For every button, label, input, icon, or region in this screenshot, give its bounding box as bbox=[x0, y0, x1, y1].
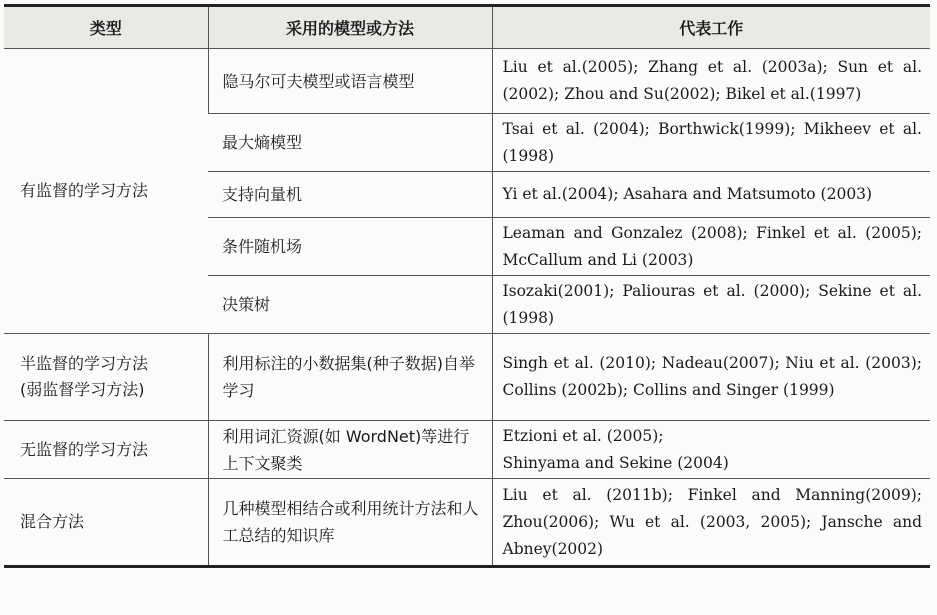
works-cell: Leaman and Gonzalez (2008); Finkel et al. (2005); McCallum and Li (2003) bbox=[492, 218, 930, 276]
method-cell: 最大熵模型 bbox=[208, 114, 492, 172]
category-supervised: 有监督的学习方法 bbox=[4, 49, 208, 334]
works-line1: Etzioni et al. (2005); bbox=[502, 426, 664, 445]
works-cell: Singh et al. (2010); Nadeau(2007); Niu et al. (2003); Collins (2002b); Collins and Singer (1999) bbox=[492, 334, 930, 421]
works-cell: Liu et al. (2011b); Finkel and Manning(2009); Zhou(2006); Wu et al. (2003, 2005); Jansche and Abney(2002) bbox=[492, 479, 930, 566]
method-cell: 利用标注的小数据集(种子数据)自举学习 bbox=[208, 334, 492, 421]
works-cell: Tsai et al. (2004); Borthwick(1999); Mikheev et al. (1998) bbox=[492, 114, 930, 172]
table-row bbox=[4, 421, 930, 479]
works-cell bbox=[492, 421, 930, 479]
header-works: 代表工作 bbox=[492, 7, 930, 49]
category-semi-line1: 半监督的学习方法 bbox=[20, 354, 149, 373]
method-cell: 几种模型相结合或利用统计方法和人工总结的知识库 bbox=[208, 479, 492, 566]
method-cell: 利用词汇资源(如 WordNet)等进行上下文聚类 bbox=[208, 421, 492, 479]
table-row bbox=[4, 49, 930, 114]
category-unsupervised: 无监督的学习方法 bbox=[4, 421, 208, 479]
category-semi-supervised bbox=[4, 334, 208, 421]
table-row bbox=[4, 334, 930, 421]
table-header-row bbox=[4, 7, 930, 49]
method-cell: 决策树 bbox=[208, 276, 492, 334]
table-row bbox=[4, 479, 930, 566]
category-semi-line2: (弱监督学习方法) bbox=[20, 380, 145, 399]
header-type: 类型 bbox=[4, 7, 208, 49]
category-hybrid: 混合方法 bbox=[4, 479, 208, 566]
method-cell: 隐马尔可夫模型或语言模型 bbox=[208, 49, 492, 114]
works-cell: Yi et al.(2004); Asahara and Matsumoto (2003) bbox=[492, 172, 930, 218]
header-method: 采用的模型或方法 bbox=[208, 7, 492, 49]
method-cell: 条件随机场 bbox=[208, 218, 492, 276]
works-cell: Liu et al.(2005); Zhang et al. (2003a); Sun et al. (2002); Zhou and Su(2002); Bikel et al.(1997) bbox=[492, 49, 930, 114]
ner-methods-table bbox=[4, 7, 930, 565]
method-cell: 支持向量机 bbox=[208, 172, 492, 218]
method-table-container bbox=[4, 4, 930, 568]
works-line2: Shinyama and Sekine (2004) bbox=[502, 453, 729, 472]
works-cell: Isozaki(2001); Paliouras et al. (2000); Sekine et al. (1998) bbox=[492, 276, 930, 334]
